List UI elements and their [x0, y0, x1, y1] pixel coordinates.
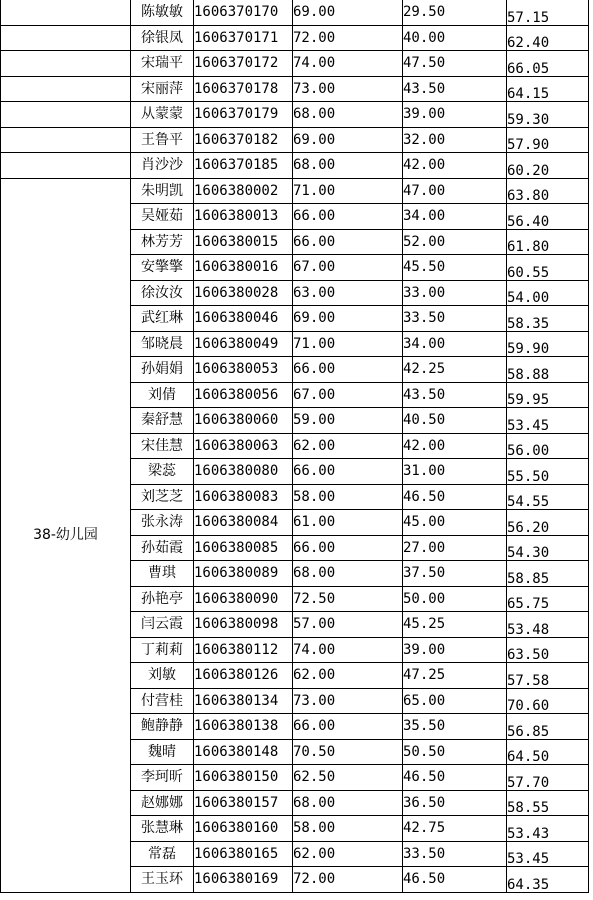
- score-2: 39.00: [403, 637, 507, 663]
- student-name: 林芳芳: [131, 229, 194, 255]
- student-id: 1606380148: [194, 739, 293, 765]
- group-cell-prev: [1, 0, 131, 25]
- total-score: 63.80: [507, 178, 589, 204]
- total-score: 58.55: [507, 790, 589, 816]
- student-name: 孙娟娟: [131, 357, 194, 383]
- total-score: 53.45: [507, 408, 589, 434]
- student-name: 孙茹霞: [131, 535, 194, 561]
- total-score: 58.35: [507, 306, 589, 332]
- score-1: 57.00: [293, 612, 403, 638]
- total-score: 63.50: [507, 637, 589, 663]
- score-1: 69.00: [293, 0, 403, 25]
- total-score: 53.43: [507, 816, 589, 842]
- group-cell-prev: [1, 102, 131, 128]
- student-id: 1606380056: [194, 382, 293, 408]
- score-1: 66.00: [293, 229, 403, 255]
- student-id: 1606380060: [194, 408, 293, 434]
- group-cell-prev: [1, 51, 131, 77]
- score-2: 35.50: [403, 714, 507, 740]
- student-name: 邹晓晨: [131, 331, 194, 357]
- total-score: 64.35: [507, 867, 589, 893]
- student-id: 1606380150: [194, 765, 293, 791]
- score-1: 69.00: [293, 127, 403, 153]
- table-row: [1, 76, 589, 102]
- student-id: 1606380049: [194, 331, 293, 357]
- score-1: 61.00: [293, 510, 403, 536]
- student-name: 刘倩: [131, 382, 194, 408]
- student-name: 常磊: [131, 841, 194, 867]
- student-name: 徐银凤: [131, 25, 194, 51]
- total-score: 53.45: [507, 841, 589, 867]
- student-name: 李珂昕: [131, 765, 194, 791]
- total-score: 57.90: [507, 127, 589, 153]
- score-2: 43.50: [403, 76, 507, 102]
- score-2: 46.50: [403, 484, 507, 510]
- score-1: 67.00: [293, 255, 403, 281]
- total-score: 70.60: [507, 688, 589, 714]
- score-1: 67.00: [293, 382, 403, 408]
- score-1: 70.50: [293, 739, 403, 765]
- table-row: [1, 127, 589, 153]
- score-table-body: [1, 0, 589, 892]
- student-id: 1606370170: [194, 0, 293, 25]
- student-name: 吴娅茹: [131, 204, 194, 230]
- total-score: 59.30: [507, 102, 589, 128]
- student-name: 王玉环: [131, 867, 194, 893]
- score-1: 68.00: [293, 561, 403, 587]
- score-2: 31.00: [403, 459, 507, 485]
- student-id: 1606380089: [194, 561, 293, 587]
- score-2: 47.25: [403, 663, 507, 689]
- score-1: 73.00: [293, 688, 403, 714]
- score-2: 37.50: [403, 561, 507, 587]
- student-name: 王鲁平: [131, 127, 194, 153]
- score-1: 58.00: [293, 816, 403, 842]
- total-score: 64.15: [507, 76, 589, 102]
- score-1: 59.00: [293, 408, 403, 434]
- student-name: 肖沙沙: [131, 153, 194, 179]
- total-score: 58.88: [507, 357, 589, 383]
- student-id: 1606380112: [194, 637, 293, 663]
- student-id: 1606370182: [194, 127, 293, 153]
- student-name: 刘敏: [131, 663, 194, 689]
- score-2: 34.00: [403, 204, 507, 230]
- student-id: 1606380080: [194, 459, 293, 485]
- score-2: 46.50: [403, 765, 507, 791]
- student-id: 1606380028: [194, 280, 293, 306]
- total-score: 62.40: [507, 25, 589, 51]
- student-name: 丁莉莉: [131, 637, 194, 663]
- score-1: 62.00: [293, 663, 403, 689]
- total-score: 59.90: [507, 331, 589, 357]
- score-1: 74.00: [293, 51, 403, 77]
- score-2: 50.50: [403, 739, 507, 765]
- student-id: 1606370185: [194, 153, 293, 179]
- student-name: 梁蕊: [131, 459, 194, 485]
- score-2: 39.00: [403, 102, 507, 128]
- student-name: 秦舒慧: [131, 408, 194, 434]
- student-id: 1606380002: [194, 178, 293, 204]
- student-id: 1606380160: [194, 816, 293, 842]
- student-name: 鲍静静: [131, 714, 194, 740]
- score-1: 66.00: [293, 714, 403, 740]
- student-id: 1606380169: [194, 867, 293, 893]
- student-id: 1606370172: [194, 51, 293, 77]
- score-1: 72.00: [293, 867, 403, 893]
- score-2: 40.50: [403, 408, 507, 434]
- score-2: 50.00: [403, 586, 507, 612]
- total-score: 61.80: [507, 229, 589, 255]
- score-2: 40.00: [403, 25, 507, 51]
- group-cell-prev: [1, 153, 131, 179]
- student-id: 1606380134: [194, 688, 293, 714]
- student-id: 1606380013: [194, 204, 293, 230]
- student-name: 张慧琳: [131, 816, 194, 842]
- total-score: 53.48: [507, 612, 589, 638]
- group-label: 38-幼儿园: [1, 178, 131, 892]
- total-score: 64.50: [507, 739, 589, 765]
- student-name: 陈敏敏: [131, 0, 194, 25]
- total-score: 59.95: [507, 382, 589, 408]
- score-1: 62.00: [293, 841, 403, 867]
- student-name: 安擎擎: [131, 255, 194, 281]
- score-2: 32.00: [403, 127, 507, 153]
- student-id: 1606380046: [194, 306, 293, 332]
- student-name: 徐汝汝: [131, 280, 194, 306]
- student-id: 1606380015: [194, 229, 293, 255]
- student-name: 张永涛: [131, 510, 194, 536]
- student-name: 刘芝芝: [131, 484, 194, 510]
- score-2: 42.25: [403, 357, 507, 383]
- student-id: 1606370179: [194, 102, 293, 128]
- student-id: 1606380098: [194, 612, 293, 638]
- score-2: 47.00: [403, 178, 507, 204]
- student-id: 1606380165: [194, 841, 293, 867]
- table-row: [1, 25, 589, 51]
- total-score: 56.85: [507, 714, 589, 740]
- table-row: [1, 102, 589, 128]
- score-1: 63.00: [293, 280, 403, 306]
- total-score: 54.55: [507, 484, 589, 510]
- score-1: 66.00: [293, 459, 403, 485]
- student-id: 1606380085: [194, 535, 293, 561]
- total-score: 57.15: [507, 0, 589, 25]
- student-name: 朱明凯: [131, 178, 194, 204]
- group-cell-prev: [1, 127, 131, 153]
- score-2: 45.00: [403, 510, 507, 536]
- score-2: 33.00: [403, 280, 507, 306]
- score-1: 66.00: [293, 357, 403, 383]
- table-row: [1, 51, 589, 77]
- score-1: 72.50: [293, 586, 403, 612]
- total-score: 55.50: [507, 459, 589, 485]
- score-1: 68.00: [293, 102, 403, 128]
- score-1: 62.00: [293, 433, 403, 459]
- score-1: 66.00: [293, 204, 403, 230]
- total-score: 60.55: [507, 255, 589, 281]
- table-row: [1, 0, 589, 25]
- student-id: 1606380126: [194, 663, 293, 689]
- total-score: 54.00: [507, 280, 589, 306]
- student-name: 赵娜娜: [131, 790, 194, 816]
- student-name: 魏晴: [131, 739, 194, 765]
- student-name: 曹琪: [131, 561, 194, 587]
- student-id: 1606370171: [194, 25, 293, 51]
- total-score: 54.30: [507, 535, 589, 561]
- score-2: 33.50: [403, 306, 507, 332]
- score-1: 72.00: [293, 25, 403, 51]
- table-row: [1, 178, 589, 204]
- score-1: 58.00: [293, 484, 403, 510]
- student-name: 孙艳亭: [131, 586, 194, 612]
- student-id: 1606380083: [194, 484, 293, 510]
- student-name: 宋瑞平: [131, 51, 194, 77]
- score-1: 68.00: [293, 153, 403, 179]
- score-2: 36.50: [403, 790, 507, 816]
- total-score: 56.40: [507, 204, 589, 230]
- score-1: 66.00: [293, 535, 403, 561]
- score-1: 62.50: [293, 765, 403, 791]
- score-1: 71.00: [293, 178, 403, 204]
- total-score: 57.70: [507, 765, 589, 791]
- student-id: 1606380063: [194, 433, 293, 459]
- group-cell-prev: [1, 25, 131, 51]
- total-score: 57.58: [507, 663, 589, 689]
- student-id: 1606380157: [194, 790, 293, 816]
- total-score: 58.85: [507, 561, 589, 587]
- student-id: 1606380016: [194, 255, 293, 281]
- score-2: 65.00: [403, 688, 507, 714]
- score-2: 27.00: [403, 535, 507, 561]
- student-name: 宋丽萍: [131, 76, 194, 102]
- student-name: 宋佳慧: [131, 433, 194, 459]
- total-score: 66.05: [507, 51, 589, 77]
- student-name: 付营桂: [131, 688, 194, 714]
- score-2: 45.25: [403, 612, 507, 638]
- score-1: 71.00: [293, 331, 403, 357]
- score-1: 74.00: [293, 637, 403, 663]
- score-2: 42.00: [403, 433, 507, 459]
- score-2: 34.00: [403, 331, 507, 357]
- student-id: 1606380084: [194, 510, 293, 536]
- total-score: 65.75: [507, 586, 589, 612]
- total-score: 56.20: [507, 510, 589, 536]
- total-score: 60.20: [507, 153, 589, 179]
- total-score: 56.00: [507, 433, 589, 459]
- score-2: 29.50: [403, 0, 507, 25]
- student-id: 1606380090: [194, 586, 293, 612]
- student-name: 闫云霞: [131, 612, 194, 638]
- table-row: [1, 153, 589, 179]
- score-2: 42.00: [403, 153, 507, 179]
- score-2: 46.50: [403, 867, 507, 893]
- score-1: 73.00: [293, 76, 403, 102]
- student-name: 从蒙蒙: [131, 102, 194, 128]
- student-id: 1606380138: [194, 714, 293, 740]
- score-2: 42.75: [403, 816, 507, 842]
- score-2: 45.50: [403, 255, 507, 281]
- student-id: 1606370178: [194, 76, 293, 102]
- score-1: 69.00: [293, 306, 403, 332]
- score-1: 68.00: [293, 790, 403, 816]
- score-2: 52.00: [403, 229, 507, 255]
- score-2: 33.50: [403, 841, 507, 867]
- score-2: 47.50: [403, 51, 507, 77]
- student-name: 武红琳: [131, 306, 194, 332]
- student-id: 1606380053: [194, 357, 293, 383]
- group-cell-prev: [1, 76, 131, 102]
- score-2: 43.50: [403, 382, 507, 408]
